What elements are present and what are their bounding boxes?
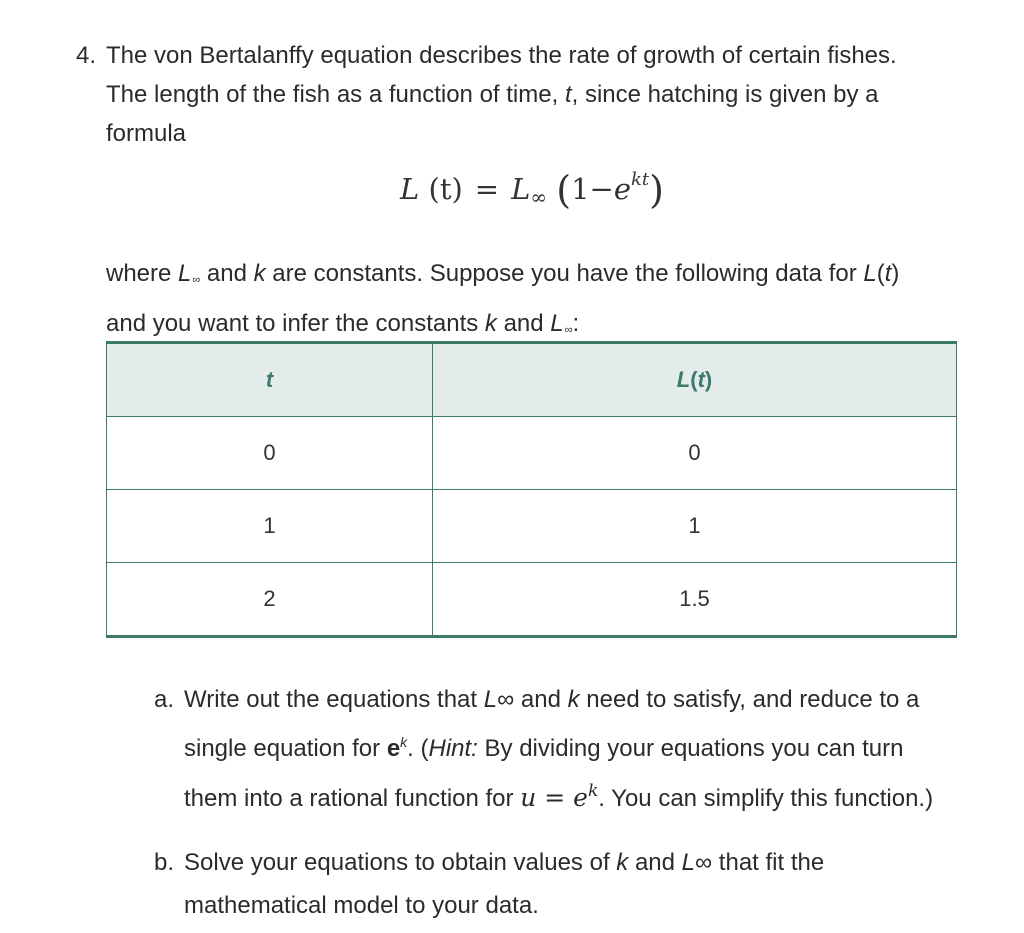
part-a-text-2: and — [514, 686, 568, 713]
cell-t: 0 — [107, 417, 433, 490]
where-Lt-t: t — [884, 260, 892, 287]
cell-Lt: 1.5 — [433, 563, 957, 637]
part-a-u-equation — [520, 783, 598, 812]
part-a-var-e: e — [573, 783, 588, 812]
where-text-3: are constants. Suppose you have the following data for — [265, 260, 864, 287]
where-inf-subscript-2: ∞ — [564, 324, 573, 336]
header-t: t — [107, 343, 433, 417]
formula-equals: = — [474, 172, 500, 206]
cell-t: 1 — [107, 490, 433, 563]
intro-var-t: t — [564, 81, 572, 108]
part-a-var-k-exponent: k — [587, 781, 599, 801]
intro-text-1: The von Bertalanffy equation describes the rate of growth of certain fishes. The length of the fish as a function of time, — [106, 42, 897, 108]
problem-intro — [106, 36, 936, 153]
table-row — [107, 417, 957, 490]
where-text-4: and you want to infer the constants — [106, 310, 485, 337]
part-a-e: e — [386, 735, 401, 762]
problem-where-text — [106, 252, 936, 352]
cell-t: 2 — [107, 563, 433, 637]
part-b-inf-subscript: ∞ — [695, 849, 713, 876]
where-text-1: where — [106, 260, 179, 287]
cell-Lt: 0 — [433, 417, 957, 490]
problem-number: 4. — [76, 42, 97, 69]
cell-Lt: 1 — [433, 490, 957, 563]
part-b-text-2: and — [628, 849, 682, 876]
part-a-text-5: By dividing your equations you can turn them into a rational function for — [184, 735, 904, 812]
where-var-k: k — [253, 260, 266, 287]
header-Lt-open: ( — [690, 367, 698, 392]
part-b-text-3: that fit the mathematical model to your data. — [184, 849, 825, 919]
formula-one-minus: 1− — [571, 172, 614, 206]
formula-lhs-arg: (t) — [428, 172, 463, 206]
part-b-text-1: Solve your equations to obtain values of — [184, 849, 617, 876]
formula-e: e — [613, 172, 632, 206]
table-header-row — [107, 343, 957, 417]
header-Lt-close: ) — [704, 367, 713, 392]
part-a-text-4: . ( — [407, 735, 429, 762]
part-a-text-3: need to satisfy, and reduce to a single equation for — [184, 686, 920, 762]
where-colon: : — [572, 310, 580, 337]
part-a-text — [184, 678, 954, 820]
where-Lt-close: ) — [891, 260, 900, 287]
part-b-var-k: k — [616, 849, 629, 876]
where-var-L2: L — [550, 310, 564, 337]
where-inf-subscript: ∞ — [192, 274, 201, 286]
header-Lt-L: L — [676, 367, 691, 392]
part-a-var-k: k — [567, 686, 580, 713]
part-b-text — [184, 841, 954, 927]
formula-inf-subscript: ∞ — [530, 185, 548, 209]
part-a-label: a. — [154, 686, 175, 713]
part-a-e-exponent: k — [400, 734, 408, 750]
part-a-text-6: . You can simplify this function.) — [598, 785, 934, 812]
formula-L-inf: L — [511, 172, 531, 206]
part-a-text-1: Write out the equations that — [184, 686, 484, 713]
data-table — [106, 341, 957, 638]
formula-lhs-L: L — [400, 172, 420, 206]
where-Lt-L: L — [863, 260, 877, 287]
where-var-k2: k — [484, 310, 497, 337]
intro-text-2: , since hatching is given by a formula — [106, 81, 879, 147]
where-text-5: and — [496, 310, 551, 337]
table-row — [107, 563, 957, 637]
part-a-equals: = — [536, 783, 574, 812]
bertalanffy-formula — [0, 168, 1024, 212]
part-a-hint: Hint: — [428, 735, 478, 762]
part-a-inf-subscript: ∞ — [497, 686, 515, 713]
formula-open-paren: ( — [556, 168, 572, 212]
where-var-L: L — [178, 260, 192, 287]
part-a-var-u: u — [520, 783, 537, 812]
formula-exponent: kt — [631, 169, 650, 190]
formula-close-paren: ) — [649, 168, 664, 212]
part-b-label: b. — [154, 849, 175, 876]
header-Lt-t: t — [697, 367, 705, 392]
table-row — [107, 490, 957, 563]
where-text-2: and — [200, 260, 254, 287]
header-Lt — [433, 343, 957, 417]
where-Lt-open: ( — [876, 260, 885, 287]
part-a-var-L: L — [483, 686, 498, 713]
part-b-var-L: L — [681, 849, 696, 876]
